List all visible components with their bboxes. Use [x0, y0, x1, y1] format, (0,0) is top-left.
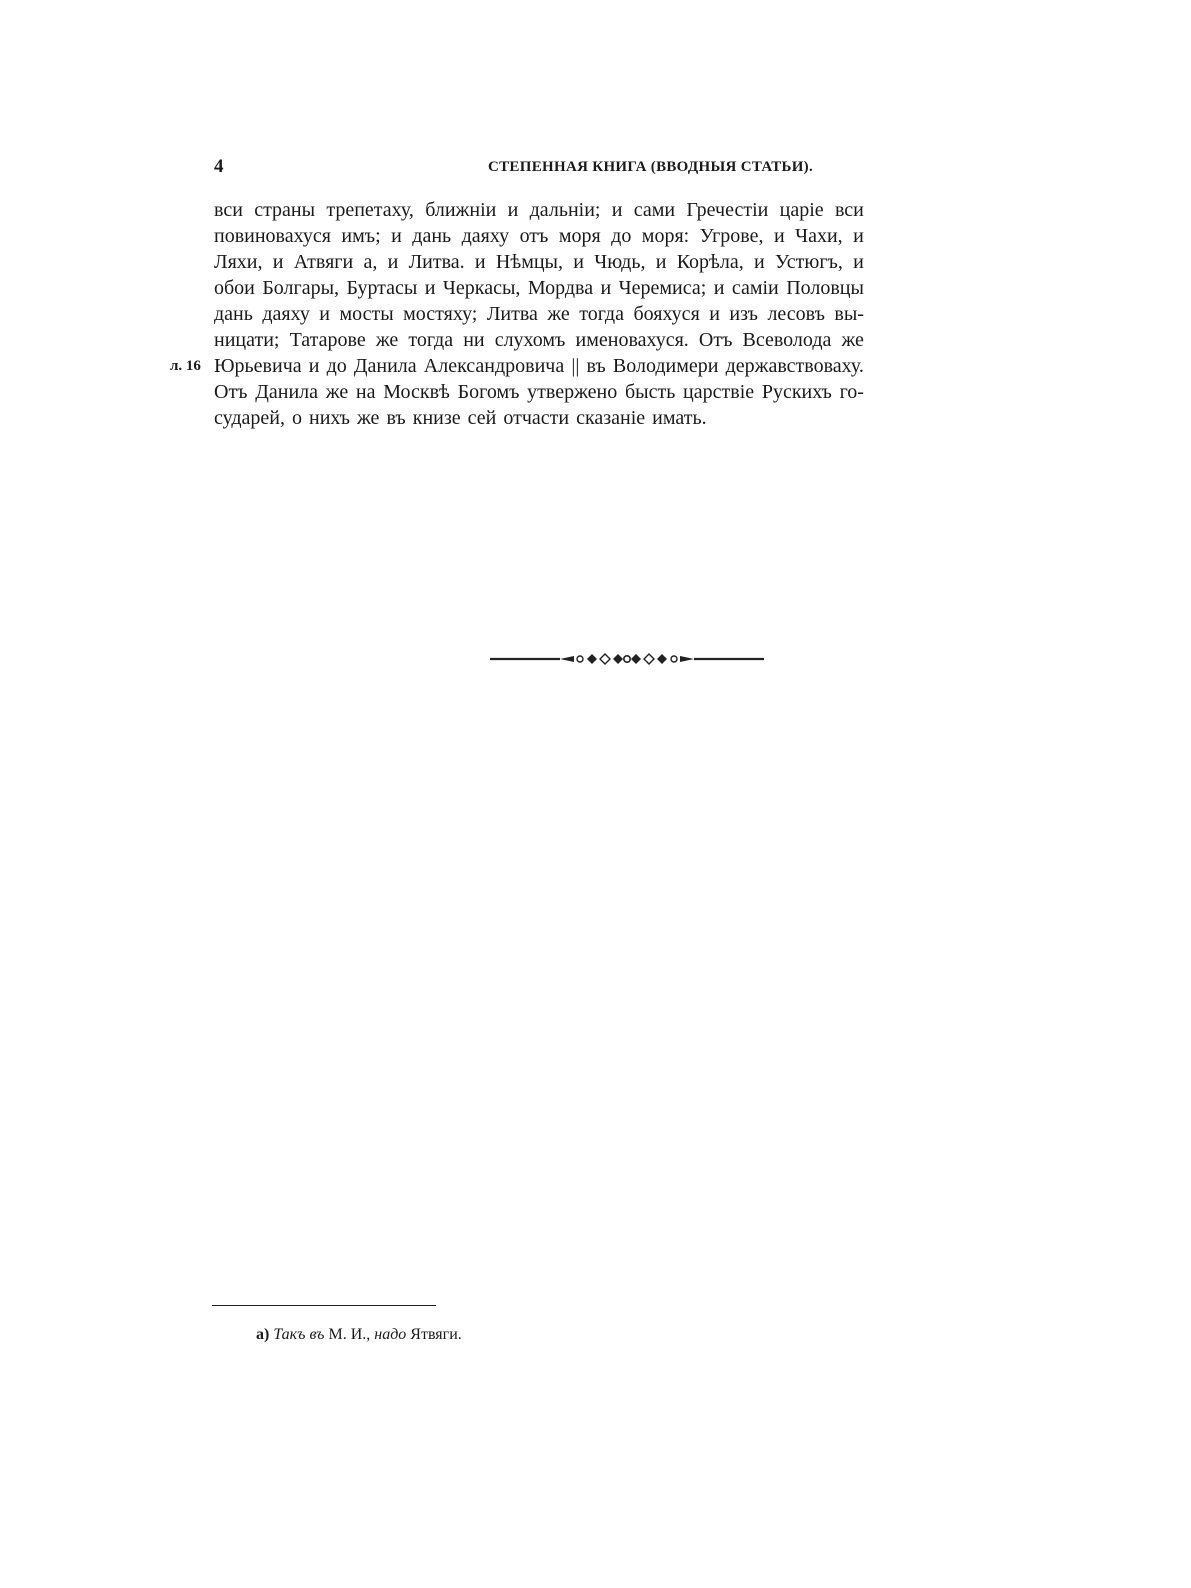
word: же: [325, 381, 349, 403]
word: же: [375, 329, 399, 351]
word: повиновахуся: [214, 225, 331, 247]
word: вси: [834, 199, 864, 221]
word: вси: [214, 199, 243, 221]
word: Литва: [486, 303, 538, 325]
word: мостяху;: [403, 303, 478, 325]
word: а,: [363, 251, 378, 273]
text-line: [214, 353, 864, 379]
word: и: [391, 225, 402, 247]
word: Черемиса;: [618, 277, 707, 299]
word: царiе: [779, 199, 824, 221]
word: Черкасы,: [442, 277, 521, 299]
word: самiи: [731, 277, 779, 299]
word: и: [709, 303, 720, 325]
word: и: [853, 225, 864, 247]
word: и: [611, 199, 623, 221]
text-line: [214, 249, 864, 275]
word: и: [507, 199, 519, 221]
text-line: [214, 223, 864, 249]
word: и: [713, 277, 725, 299]
word: и: [474, 251, 486, 273]
word: утвержено: [527, 381, 618, 403]
word: Рускихъ: [761, 381, 832, 403]
footnote-italic-1: Такъ въ: [273, 1326, 325, 1343]
word: нихъ: [309, 407, 350, 429]
text-line: [214, 197, 864, 223]
word: и: [773, 225, 785, 247]
word: и: [573, 251, 584, 273]
word: Угрове,: [699, 225, 764, 247]
word: Татарове: [289, 329, 366, 351]
word: дань: [412, 225, 452, 247]
word: отчасти: [503, 407, 570, 429]
text-line: [214, 327, 864, 353]
word: Мордва: [527, 277, 594, 299]
footnote-italic-2: надо: [374, 1326, 407, 1343]
footnote-rule: [212, 1305, 436, 1306]
word: царствiе: [683, 381, 755, 403]
word: страны: [254, 199, 316, 221]
word: Атвяги: [293, 251, 354, 273]
word: Нѣмцы,: [495, 251, 563, 273]
word: обои: [214, 277, 255, 299]
footnote-end: Ятвяги.: [410, 1326, 462, 1343]
word: въ: [586, 355, 606, 377]
word: и: [600, 277, 612, 299]
text-line: [214, 275, 864, 301]
word: Отъ: [698, 329, 733, 351]
word: и: [853, 251, 864, 273]
word: Половцы: [786, 277, 864, 299]
word: до: [611, 225, 632, 247]
word: книзе: [412, 407, 461, 429]
word: именовахуся.: [575, 329, 689, 351]
word: и: [319, 303, 330, 325]
footnote-plain: М. И.,: [328, 1326, 371, 1343]
word: даяху: [262, 303, 310, 325]
word: имъ;: [341, 225, 381, 247]
word: лесовъ: [767, 303, 825, 325]
word: на: [355, 381, 376, 403]
text-line: [214, 379, 864, 405]
word: державствоваху.: [725, 355, 864, 377]
word: и: [424, 277, 436, 299]
word: го-: [839, 381, 864, 403]
word: Володимери: [612, 355, 719, 377]
margin-folio-note: л. 16: [170, 358, 201, 374]
word: сей: [467, 407, 497, 429]
word: Юрьевича: [214, 355, 302, 377]
word: моря:: [641, 225, 690, 247]
word: отъ: [519, 225, 549, 247]
word: Данила: [353, 355, 417, 377]
word: ||: [571, 355, 580, 377]
word: о: [292, 407, 302, 429]
word: и: [754, 251, 765, 273]
word: Чахи,: [795, 225, 843, 247]
word: сами: [633, 199, 676, 221]
word: мосты: [339, 303, 394, 325]
word: моря: [558, 225, 601, 247]
word: дальнiи;: [529, 199, 601, 221]
word: же: [841, 329, 864, 351]
word: слухомъ: [494, 329, 566, 351]
word: же: [547, 303, 570, 325]
footnote-mark: а): [256, 1326, 270, 1343]
word: трепетаху,: [326, 199, 414, 221]
body-text: [214, 197, 864, 431]
word: Александровича: [423, 355, 565, 377]
word: даяху: [461, 225, 510, 247]
word: вы-: [834, 303, 864, 325]
word: бысть: [624, 381, 676, 403]
word: и: [655, 251, 667, 273]
word: Буртасы: [346, 277, 418, 299]
word: Богомъ: [457, 381, 520, 403]
word: Корѣла,: [676, 251, 744, 273]
word: ни: [463, 329, 485, 351]
word: до: [326, 355, 347, 377]
word: Данила: [255, 381, 319, 403]
running-title: СТЕПЕННАЯ КНИГА (ВВОДНЫЯ СТАТЬИ).: [488, 159, 814, 175]
word: ближнiи: [425, 199, 497, 221]
word: Чюдь,: [594, 251, 646, 273]
word: сударей,: [214, 407, 285, 429]
word: Ляхи,: [214, 251, 263, 273]
word: тогда: [408, 329, 454, 351]
word: же: [357, 407, 380, 429]
word: и: [308, 355, 320, 377]
word: сказанiе: [576, 407, 646, 429]
word: Гречестiи: [686, 199, 769, 221]
ornament-divider: [490, 650, 764, 668]
word: Москвѣ: [383, 381, 450, 403]
page-number: 4: [214, 156, 224, 177]
word: Болгары,: [262, 277, 340, 299]
word: имать.: [652, 407, 707, 429]
word: дань: [214, 303, 253, 325]
word: Всеволода: [742, 329, 832, 351]
word: ницати;: [214, 329, 280, 351]
text-line: [214, 301, 864, 327]
word: бояхуся: [633, 303, 700, 325]
word: и: [272, 251, 284, 273]
word: Устюгъ,: [775, 251, 843, 273]
word: въ: [386, 407, 406, 429]
word: тогда: [579, 303, 624, 325]
footnote: [256, 1326, 462, 1344]
text-line: [214, 405, 864, 431]
word: Литва.: [408, 251, 465, 273]
word: и: [387, 251, 399, 273]
word: Отъ: [214, 381, 248, 403]
word: изъ: [729, 303, 758, 325]
